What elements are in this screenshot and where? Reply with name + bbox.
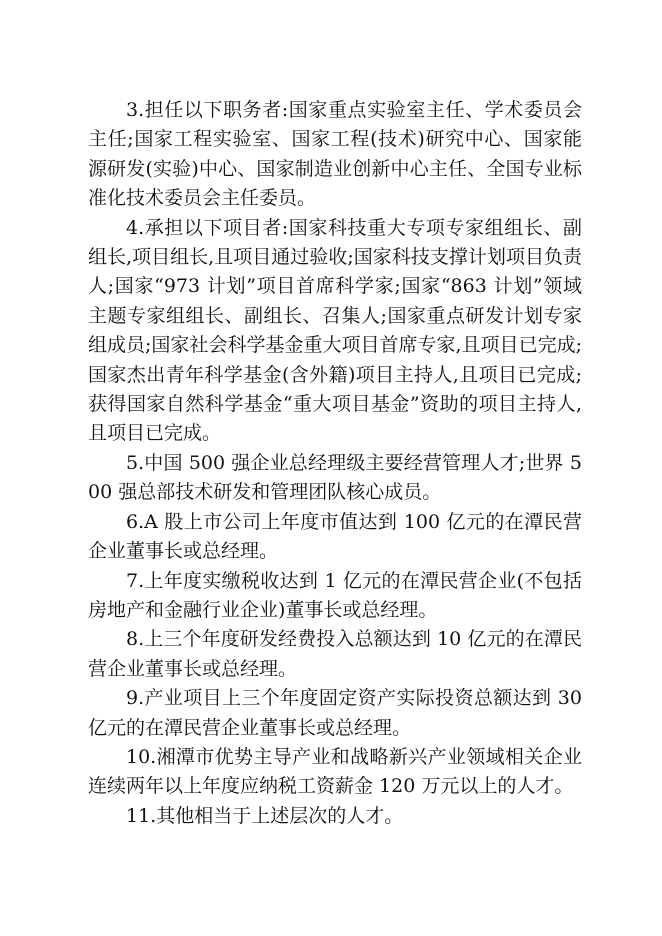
paragraph-item-9: 9.产业项目上三个年度固定资产实际投资总额达到 30 亿元的在潭民营企业董事长或总经理。 — [88, 687, 582, 739]
paragraph-item-8: 8.上三个年度研发经费投入总额达到 10 亿元的在潭民营企业董事长或总经理。 — [88, 628, 582, 680]
paragraph-item-5: 5.中国 500 强企业总经理级主要经营管理人才;世界 500 强总部技术研发和管理团队核心成员。 — [88, 451, 582, 504]
paragraph-item-11: 11.其他相当于上述层次的人才。 — [126, 804, 404, 827]
paragraph-item-10: 10.湘潭市优势主导产业和战略新兴产业领域相关企业连续两年以上年度应纳税工资薪金 120 万元以上的人才。 — [88, 745, 582, 798]
document-body — [88, 96, 582, 831]
paragraph-item-7: 7.上年度实缴税收达到 1 亿元的在潭民营企业(不包括房地产和金融行业企业)董事长或总经理。 — [88, 569, 582, 621]
paragraph-item-6: 6.A 股上市公司上年度市值达到 100 亿元的在潭民营企业董事长或总经理。 — [88, 510, 582, 563]
paragraph-item-3: 3.担任以下职务者:国家重点实验室主任、学术委员会主任;国家工程实验室、国家工程(技术)研究中心、国家能源研发(实验)中心、国家制造业创新中心主任、全国专业标准化技术委员会主任委员。 — [88, 99, 582, 210]
paragraph-item-4: 4.承担以下项目者:国家科技重大专项专家组组长、副组长,项目组长,且项目通过验收;国家科技支撑计划项目负责人;国家“973 计划”项目首席科学家;国家“863 计划”领域主题专家组组长、副组长、召集人;国家重点研发计划专家组成员;国家社会科学基金重大项目首席专家,且项目已完成;国家杰出青年科学基金(含外籍)项目主持人,且项目已完成;获得国家自然科学基金“重大项目基金”资助的项目主持人,且项目已完成。 — [88, 216, 582, 445]
